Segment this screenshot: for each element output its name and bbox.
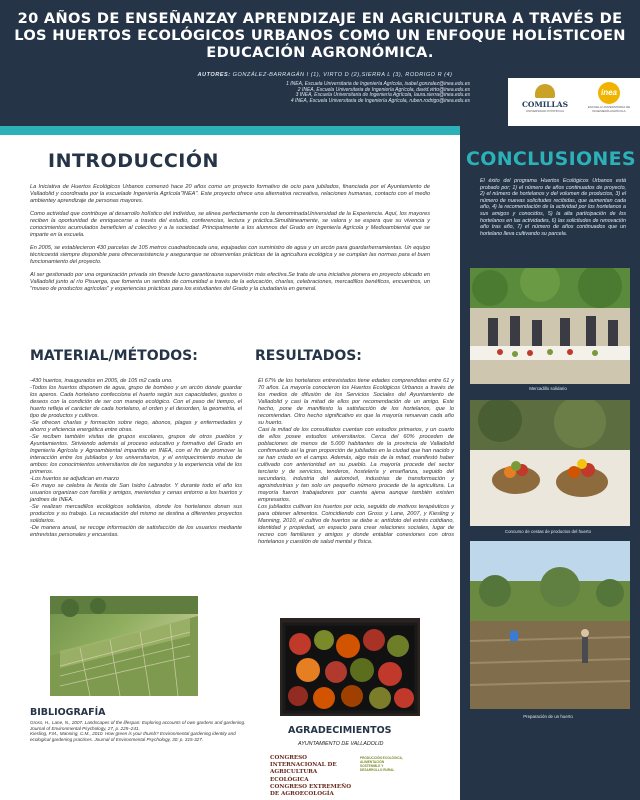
materials-item: -430 huertos, inaugurados en 2005, de 105 m2 cada uno.: [30, 378, 173, 384]
materials-item: -Se reciben también visitas de grupos escolares, grupos de otros pueblos y Ayuntamientos. Siriviendo además al proceso educativo y formativo del Grado en Ingeniería Agrícola y Agroambiental impartido en INEA, con el fin de promover la interacción entre los jubilados y los universitarios, y el enriquecimiento mutuo de ambos: los conocimientos universitarios de los segundos y la experiencia vital de los primeros.: [30, 434, 242, 475]
inea-logo-subtext: ESCUELA UNIVERSITARIA DE INGENIERÍA AGRÍCOLA: [587, 105, 631, 113]
materials-body: [30, 378, 242, 539]
comillas-logo-text: COMILLAS: [521, 100, 569, 109]
acknowledgements-heading: AGRADECIMIENTOS: [288, 725, 392, 736]
results-body: [258, 378, 454, 546]
inea-logo: [582, 82, 636, 122]
affiliations: [170, 82, 470, 104]
intro-paragraph: La Iniciativa de Huertos Ecológicos Urbanos comenzó hace 20 años como un proyecto formativo de ocio para jubilados, financiada por el Ayuntamiento de Valladolid y coordinada por la escuelade Ingeniería Agrícola"INEA". Este proyecto ofrece una alternativa recreativa, relaciones humanas, contacto con el medio ambientey aprendizaje de personas mayores.: [30, 184, 430, 204]
tomatoes-photo: [280, 618, 420, 716]
results-paragraph: Los jubilados cultivan los huertos por ocio, seguido de motivos terapéuticos y para obtener alimentos. Coincidiendo con Gross y Lane, 2007, y Kiesling y Manning, 2010, el cultivo de huertos se debe a: antídoto del estrés cotidiano, identidad y propiedad, un espacio para crear relaciones sociales, lugar de recreo con familiares y amigos y donde entablar conexiones con otros hortelanos y cuestión de salud mental y física.: [258, 504, 454, 545]
bibliography-heading: BIBLIOGRAFÍA: [30, 707, 106, 718]
garden-photo-caption: Preparación de un huerto: [523, 714, 573, 719]
market-scene-image: [470, 268, 630, 384]
materials-item: -De manera anual, se recoge información de satisfacción de los usuarios mediante entrevistas personales y encuestas.: [30, 525, 242, 538]
conclusions-heading: CONCLUSIONES: [466, 148, 636, 170]
accent-bar: [0, 126, 460, 135]
intro-paragraph: En 2005, se establecieron 430 parcelas de 105 metros cuadradoscada una, equipadas con suministro de agua y un arcón para guardarherramientas. Un equipo técnicoestá siempre disponible para ofrecerasistencia y asegurarque se observenlas prácticas de la agricultura ecológica y se cumplan las normas para el buen funcionamiento del proyecto.: [30, 245, 430, 265]
congress-line: DE AGROECOLOGÍA: [270, 791, 334, 798]
authors-names: GONZÁLEZ-BARRAGÁN I (1), VIRTO D (2),SIERRA L (3), RODRIGO R (4): [232, 72, 453, 78]
tomato-crate-image: [280, 618, 420, 716]
materials-item: -Se realizan mercadillos ecológicos solidarios, donde los hortelanos donan sus productos y su trabajo. La recaudación del mismo se destina a diferentes proyectos solidarios.: [30, 504, 242, 524]
aerial-garden-photo: [50, 596, 198, 696]
market-photo: [470, 268, 630, 384]
acknowledgements-text: AYUNTAMIENTO DE VALLADOLID: [298, 741, 384, 747]
baskets-photo: [470, 400, 630, 526]
congress-line: CONGRESO INTERNACIONAL DE: [270, 755, 337, 769]
garden-scene-image: [470, 541, 630, 709]
authors-label: AUTORES:: [197, 72, 231, 78]
garden-photo: [470, 541, 630, 709]
poster-title: 20 AÑOS DE ENSEÑANZAY APRENDIZAJE EN AGRICULTURA A TRAVÉS DE LOS HUERTOS ECOLÓGICOS URBANOS COMO UN ENFOQUE HOLÍSTICOEN EDUCACIÓN AGRONÓMICA.: [14, 10, 626, 61]
bibliography-entry: Gross, H., Lane, N., 2007. Landscapes of the lifespan: Exploring accounts of own gardens and gardening. Journal of Environmental Psychology, 27, p. 225–241.: [30, 720, 246, 731]
intro-body: [30, 184, 430, 299]
congress-logo-text: [270, 755, 356, 798]
comillas-logo-subtext: UNIVERSIDAD PONTIFICIA: [525, 109, 565, 113]
baskets-scene-image: [470, 400, 630, 526]
materials-item: -Todos los huertos disponen de agua, grupo de bombeo y un arcón donde guardar los aperos. Cada hortelano confecciona el huerto según sus capacidades, gustos o deseos con la condición de ser con manejo ecológico. Con el paso del tiempo, el huerto refleja el carácter de cada hortelano, el orden y el desorden, la geometría, el tipo de productos y cultivos.: [30, 385, 242, 419]
results-paragraph: Casi la mitad de los consultados cuentan con estudios primarios, y un cuarto de ellos posee estudios universitarios. Cerca del 60% proceden de poblaciones de menos de 5.000 habitantes de la provincia de Valladolid confirmando así la gran proporción de jubilados en la ciudad que han nacido y se han criado en el campo. Además, algo más de la mitad, manifestó haber cultivado con anterioridad en su pueblo. La mayoría procede del sector terciario y de servicios, tenderos, hostelería y enseñanza, seguido del secundario, industria del automóvil, industrias de transformación y agroindustrias y tan solo un pequeño número procede de la agricultura. La mayoría fueron trabajadores por cuenta ajena aunque también existen empresarios.: [258, 427, 454, 503]
inea-logo-icon: inea: [598, 82, 620, 104]
materials-heading: MATERIAL/MÉTODOS:: [30, 348, 198, 364]
results-heading: RESULTADOS:: [255, 348, 362, 364]
bibliography-body: [30, 720, 248, 742]
intro-paragraph: Al ser gestionado por una organización privada sin finesde lucro garantizauna supervisión más efectiva.Se trata de una iniciativa pionera en proyecto ubicado en Valladolid junto al río Pisuerga, que fomenta un sentido de comunidad a través de la educación, charlas, celebraciones, mercadillos benéficos, encuentros, un "museo de productos agrícolas" y experiencias prácticas para los estudiantes del Grado y la ciudadanía en general.: [30, 272, 430, 292]
materials-item: -Se ofrecen charlas y formación sobre riego, abonos, plagas y enfermedades y ahorro y eficiencia energética entre otras.: [30, 420, 242, 433]
bibliography-entry: Kiesling, F.M., Manning, C.M., 2010. How green is your thumb? Environmental gardening identity and ecological gardening practices. Journal of Environmental Psychology, 30: p. 315-327.: [30, 731, 236, 742]
congress-line: AGRICULTURA ECOLÓGICA: [270, 769, 318, 783]
congress-side-text: PRODUCCIÓN ECOLÓGICA, ALIMENTACIÓN SOSTENIBLE Y DESARROLLO RURAL: [360, 756, 403, 772]
comillas-emblem-icon: [535, 84, 555, 98]
intro-heading: INTRODUCCIÓN: [48, 150, 219, 172]
aerial-plots-image: [50, 596, 198, 696]
authors-line: [140, 72, 510, 78]
conclusions-body: El éxito del programa Huertos Ecológicos Urbanos está probado por; 1) el número de años continuados de proyecto, 2) el número de hortelanos y del volumen de productos, 3) el número de nuevas solicitudes recibidas, que aumentan cada año, 4) la recomendación de la actividad por los hortelanos a sus amigos y conocidos, 5) la alta participación de los hortelanos en las actividades, 6) las solicitudes de renovación año tras año, 7) el número de años continuados que un hortelano lleva cultivando su parcela.: [480, 178, 626, 237]
materials-item: -Los huertos se adjudican en marzo: [30, 476, 119, 482]
congress-line: CONGRESO EXTREMEÑO: [270, 783, 352, 790]
baskets-photo-caption: Concurso de cestas de productos del huerto: [504, 529, 592, 534]
materials-item: -En mayo se celebra la fiesta de San Isidro Labrador. Y durante todo el año los usuarios organizan con familia y amigos, meriendas y cenas entorno a los huertos y jardines de INEA.: [30, 483, 242, 503]
logos-box: [508, 78, 640, 126]
affiliation-4: 4 INEA, Escuela Universitaria de Ingeniería Agrícola, ruben.rodrigo@inea.edu.es: [290, 97, 470, 104]
affiliation-3: 3 INEA, Escuela Universitaria de Ingeniería Agrícola, laura.sierra@inea.edu.es: [295, 92, 470, 99]
affiliation-1: 1 INEA, Escuela Universitaria de Ingeniería Agrícola, isabel.gonzalez@inea.edu.es: [286, 81, 470, 87]
market-photo-caption: Mercadillo solidario: [529, 386, 567, 391]
results-paragraph: El 67% de los hortelanos entrevistados tiene edades comprendidas entre 61 y 70 años. La mayoría conocieron los Huertos Ecológicos Urbanos a través de los medios de difusión de los Servicios Sociales del Ayuntamiento de Valladolid y casi la mitad de ellos por recomendación de un amigo. Este hecho, pone de manifiesto la satisfacción de los hortelanos, que lo recomiendan. Otro hecho significativo es que la mayoría renuevan cada año su huerto.: [258, 378, 454, 426]
affiliation-2: 2 INEA, Escuela Universitaria de Ingeniería Agrícola, david.virto@inea.edu.es: [297, 86, 470, 93]
accent-bar-dark: [460, 126, 640, 135]
intro-paragraph: Como actividad que contribuye al desarrollo holístico del individuo, se alinea perfectamente con la denominadaUniversidad de la Experiencia. Aquí, los mayores reciben la oportunidad de enriquecerse a través del estudio, conferencias, lectura y práctica.Simultáneamente, se valora y se espera que su vivencia y conocimientos acumulados beneficien al colectivo y a la sociedad. Principalmente a los alumnos del Grado en Ingeniería Agrícola y Medioambiental que se imparte en la escuela.: [30, 211, 430, 238]
comillas-logo: [516, 84, 574, 120]
